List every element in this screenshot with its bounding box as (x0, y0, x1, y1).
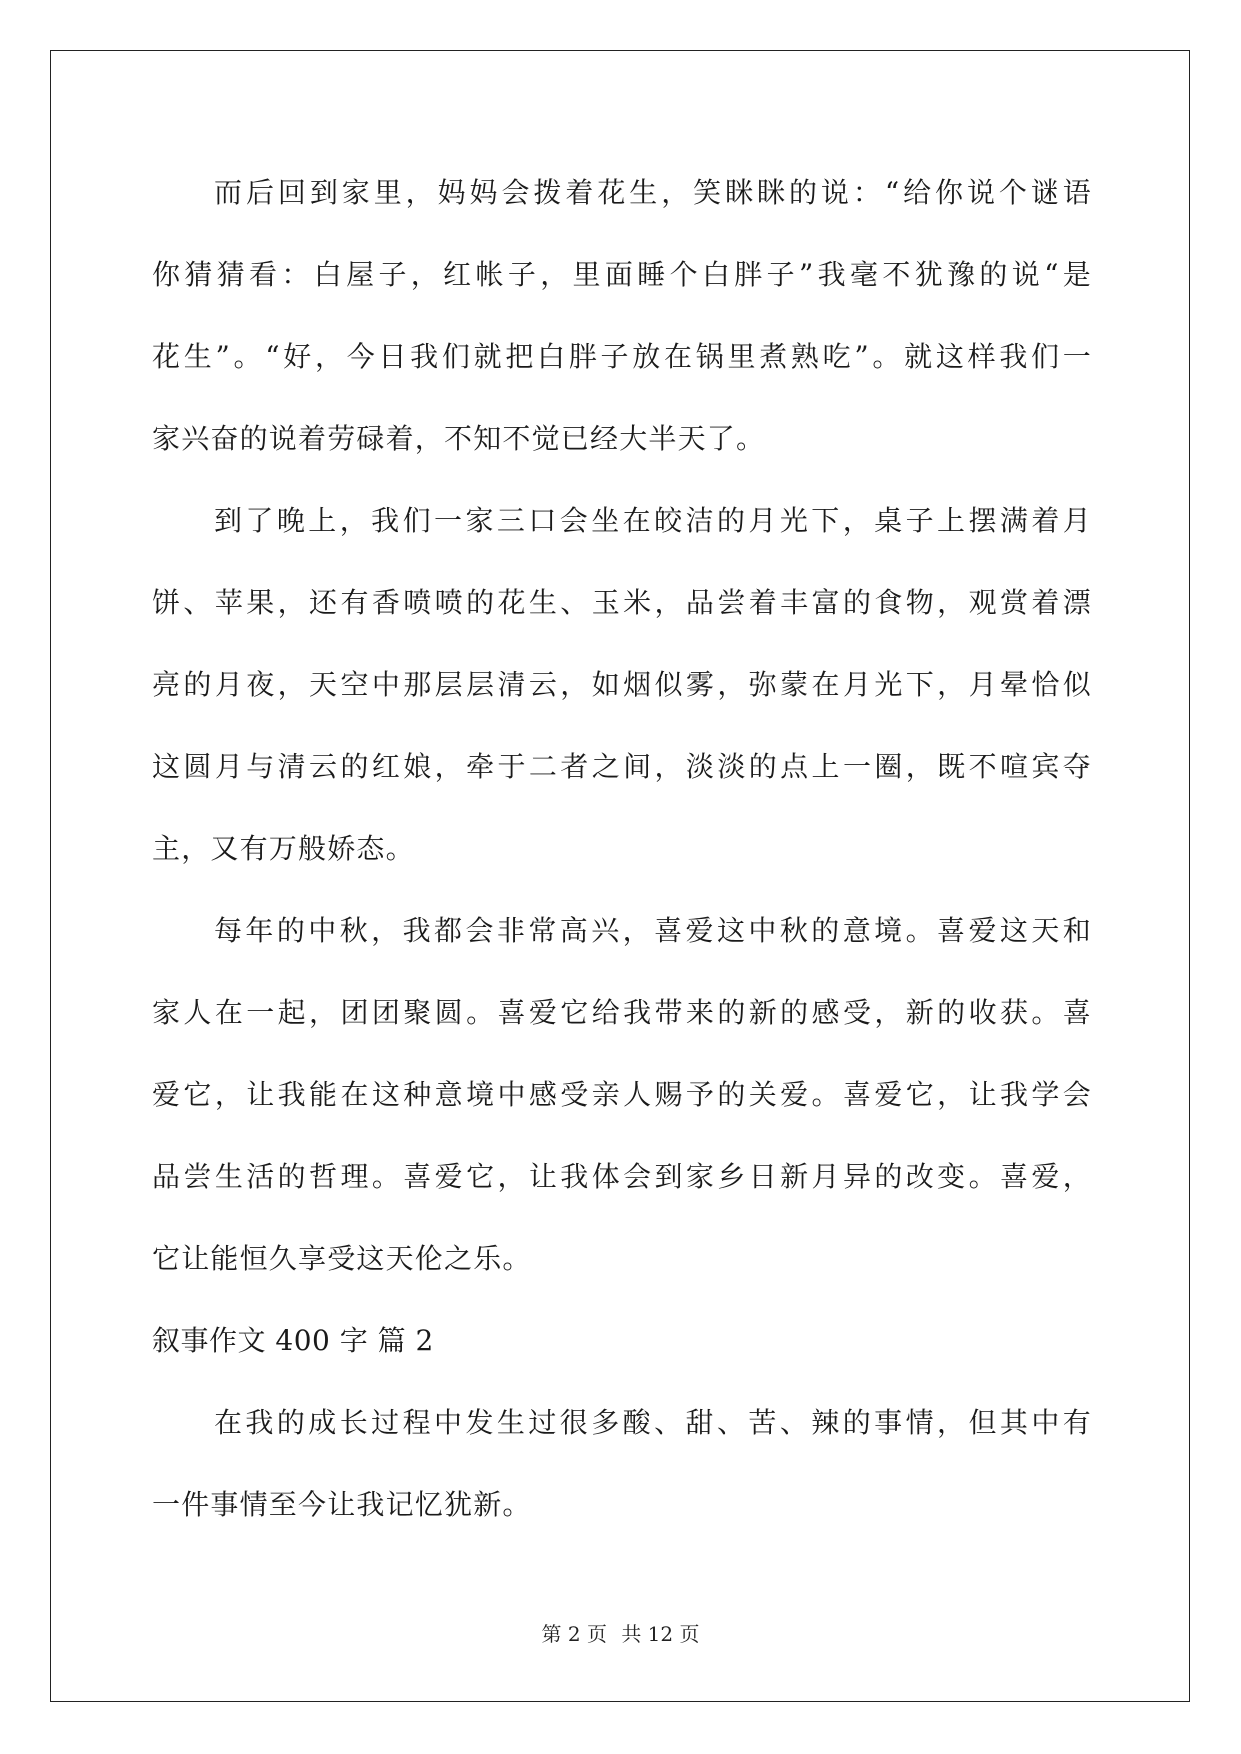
paragraph-line: 在我的成长过程中发生过很多酸、甜、苦、辣的事情，但其中有 (214, 1406, 1092, 1439)
paragraph-line: 家兴奋的说着劳碌着，不知不觉已经大半天了。 (152, 422, 766, 455)
paragraph-line: 饼、苹果，还有香喷喷的花生、玉米，品尝着丰富的食物，观赏着漂 (152, 586, 1092, 619)
paragraph-line: 这圆月与清云的红娘，牵于二者之间，淡淡的点上一圈，既不喧宾夺 (152, 750, 1092, 783)
paragraph-line: 到了晚上，我们一家三口会坐在皎洁的月光下，桌子上摆满着月 (214, 504, 1092, 537)
paragraph (152, 152, 1092, 480)
paragraph-line: 而后回到家里，妈妈会拨着花生，笑眯眯的说：“给你说个谜语 (214, 176, 1092, 209)
paragraph-line: 一件事情至今让我记忆犹新。 (152, 1488, 532, 1521)
paragraph-line: 家人在一起，团团聚圆。喜爱它给我带来的新的感受，新的收获。喜 (152, 996, 1092, 1029)
paragraph-line: 爱它，让我能在这种意境中感受亲人赐予的关爱。喜爱它，让我学会 (152, 1078, 1092, 1111)
paragraph-line: 品尝生活的哲理。喜爱它，让我体会到家乡日新月异的改变。喜爱， (152, 1160, 1092, 1193)
document-body (152, 152, 1092, 1546)
paragraph (152, 480, 1092, 890)
paragraph-line: 你猜猜看：白屋子，红帐子，里面睡个白胖子”我毫不犹豫的说“是 (152, 258, 1092, 291)
section-heading: 叙事作文 400 字 篇 2 (152, 1324, 434, 1357)
paragraph-line: 亮的月夜，天空中那层层清云，如烟似雾，弥蒙在月光下，月晕恰似 (152, 668, 1092, 701)
paragraph-line: 每年的中秋，我都会非常高兴，喜爱这中秋的意境。喜爱这天和 (214, 914, 1092, 947)
paragraph-line: 花生”。“好，今日我们就把白胖子放在锅里煮熟吃”。就这样我们一 (152, 340, 1092, 373)
paragraph (152, 890, 1092, 1300)
page-number: 第 2 页 (541, 1622, 607, 1646)
page-total: 共 12 页 (621, 1622, 700, 1646)
page-footer (0, 1618, 1241, 1647)
paragraph-line: 它让能恒久享受这天伦之乐。 (152, 1242, 532, 1275)
paragraph-line: 主，又有万般娇态。 (152, 832, 415, 865)
paragraph (152, 1382, 1092, 1546)
